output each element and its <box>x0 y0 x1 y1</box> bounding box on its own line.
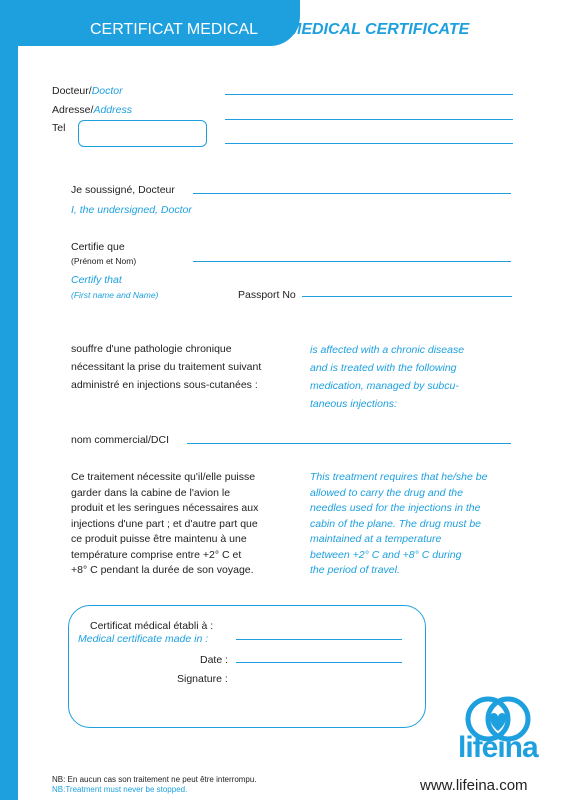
certify-en: Certify that <box>71 274 122 286</box>
address-line[interactable] <box>225 119 513 120</box>
brand-name-line[interactable] <box>187 443 511 444</box>
treatment-en: This treatment requires that he/she be allowed to carry the drug and the needles used for the injections in the cabin of the plane. The drug must be maintained at a temperature between +2° C and +8° C during the period of travel. <box>310 471 488 576</box>
certify-line[interactable] <box>193 261 511 262</box>
made-in-fr: Certificat médical établi à : <box>90 620 214 632</box>
tel-box[interactable] <box>78 120 207 147</box>
passport-line[interactable] <box>302 296 512 297</box>
doctor-label: Docteur/Doctor <box>52 85 123 97</box>
signature-label: Signature : <box>177 673 228 685</box>
undersigned-fr: Je soussigné, Docteur <box>71 184 175 196</box>
doctor-line[interactable] <box>225 94 513 95</box>
title-french: CERTIFICAT MEDICAL <box>90 21 259 38</box>
certify-fr: Certifie que <box>71 241 125 253</box>
pathology-fr: souffre d'une pathologie chronique nécessitant la prise du traitement suivant administré en injections sous-cutanées : <box>71 343 262 391</box>
title-english: MEDICAL CERTIFICATE <box>288 21 470 38</box>
date-line[interactable] <box>236 662 402 663</box>
made-in-line[interactable] <box>236 639 402 640</box>
undersigned-line[interactable] <box>193 193 511 194</box>
pathology-en: is affected with a chronic disease and is treated with the following medication, managed by subcu- taneous injections: <box>310 344 465 410</box>
nb-english: NB:Treatment must never be stopped. <box>52 785 188 794</box>
brand-name-label: nom commercial/DCI <box>71 434 170 446</box>
nb-french: NB: En aucun cas son traitement ne peut être interrompu. <box>52 775 257 784</box>
address-label: Adresse/Address <box>52 104 132 116</box>
tel-label: Tel <box>52 122 66 134</box>
left-accent-bar <box>0 0 18 800</box>
passport-label: Passport No <box>238 289 296 301</box>
treatment-fr: Ce traitement nécessite qu'il/elle puisse garder dans la cabine de l'avion le produit et les seringues nécessaires aux injections d'une part ; et d'autre part que ce produit puisse être maintenu à une température comprise entre +2° C et +8° C pendant la durée de son voyage. <box>71 471 259 576</box>
website-link[interactable]: www.lifeina.com <box>420 777 528 794</box>
tel-line[interactable] <box>225 143 513 144</box>
date-label: Date : <box>200 654 229 666</box>
certify-fr-sub: (Prénom et Nom) <box>71 256 137 266</box>
undersigned-en: I, the undersigned, Doctor <box>71 204 192 216</box>
certify-en-sub: (First name and Name) <box>71 290 159 300</box>
made-in-en: Medical certificate made in : <box>78 633 209 645</box>
logo-text: lifeina <box>458 731 538 764</box>
